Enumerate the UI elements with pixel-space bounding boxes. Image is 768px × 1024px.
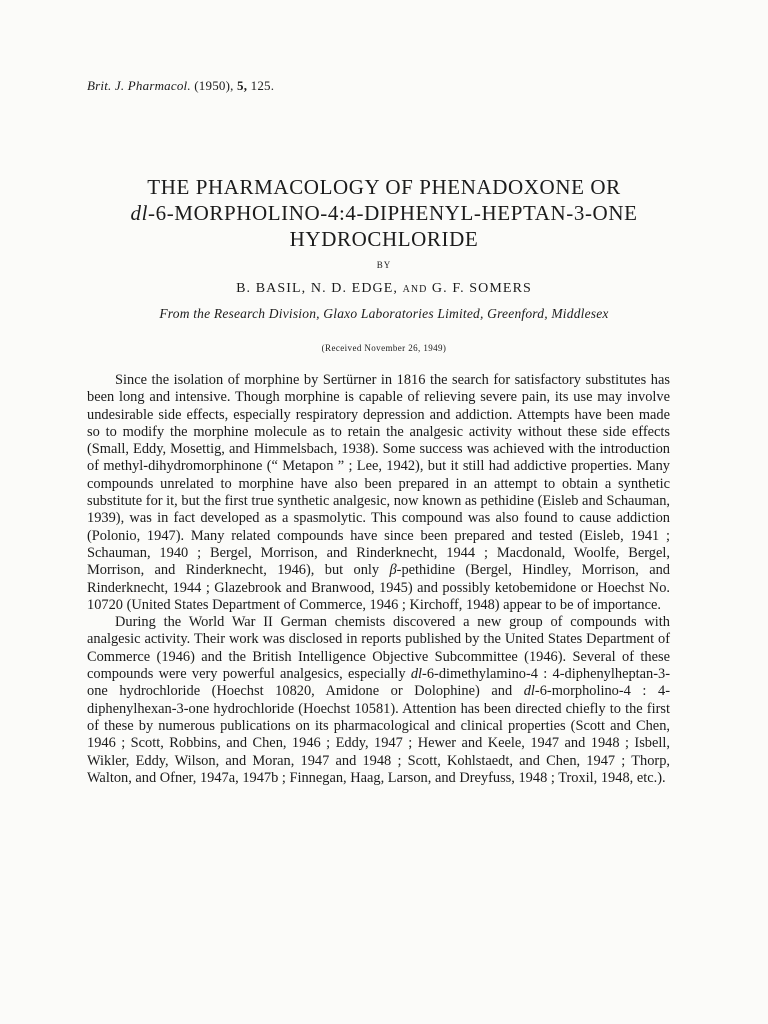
received-date: (Received November 26, 1949): [321, 343, 447, 353]
paragraph-2-dl-1: dl: [410, 666, 423, 683]
authors-part-2: G. F. SOMERS: [431, 281, 532, 296]
authors-part-1: B. BASIL, N. D. EDGE,: [236, 281, 399, 296]
paragraph-2-text-b: -6-dimethylamino-4 : 4-diphenylheptan-3-one hydrochloride (Hoechst 10820, Amidone or Dolophine) and: [87, 666, 671, 700]
title-line-1: THE PHARMACOLOGY OF PHENADOXONE OR: [147, 175, 621, 199]
journal-volume: 5,: [237, 78, 248, 93]
paragraph-1-beta: β: [389, 562, 397, 579]
paragraph-2-dl-2: dl: [523, 683, 535, 700]
paragraph-2-text-c: -6-morpholino-4 : 4-diphenylhexan-3-one hydrochloride (Hoechst 10581). Attention has been directed chiefly to the first of these by numerous publications on its pharmacological and clinical properties (Scott and Chen, 1946 ; Scott, Robbins, and Chen, 1946 ; Eddy, 1947 ; Hewer and Keele, 1947 and 1948 ; Isbell, Wikler, Eddy, Wilson, and Moran, 1947 and 1948 ; Scott, Kohlstaedt, and Chen, 1947 ; Thorp, Walton, and Ofner, 1947a, 1947b ; Finnegan, Haag, Larson, and Dreyfuss, 1948 ; Troxil, 1948, etc.).: [87, 683, 670, 786]
journal-name: Brit. J. Pharmacol.: [87, 78, 191, 93]
title-dl-prefix: dl: [130, 201, 149, 225]
title-line-3: HYDROCHLORIDE: [289, 227, 479, 251]
authors-and: AND: [402, 284, 428, 295]
authors: [0, 281, 768, 297]
journal-citation: [87, 78, 274, 94]
journal-page: 125.: [250, 78, 275, 93]
paragraph-2: [87, 614, 670, 787]
paragraph-1-text-a: Since the isolation of morphine by Sertürner in 1816 the search for satisfactory substitutes has been long and intensive. Though morphine is capable of relieving severe pain, its use may involve undesirable side effects, especially respiratory depression and addiction. Attempts have been made so to modify the morphine molecule as to retain the analgesic activity without these side effects (Small, Eddy, Mosettig, and Himmelsbach, 1938). Some success was achieved with the introduction of methyl-dihydromorphinone (“ Metapon ” ; Lee, 1942), but it still had addictive properties. Many compounds unrelated to morphine have also been prepared in an attempt to obtain a synthetic substitute for it, but the first true synthetic analgesic, now known as pethidine (Eisleb and Schauman, 1939), was in fact developed as a spasmolytic. This compound was also found to cause addiction (Polonio, 1947). Many related compounds have since been prepared and tested (Eisleb, 1941 ; Schauman, 1940 ; Bergel, Morrison, and Rinderknecht, 1944 ; Macdonald, Woolfe, Bergel, Morrison, and Rinderknecht, 1946), but only: [87, 372, 670, 579]
article-title: [40, 174, 728, 252]
affiliation: From the Research Division, Glaxo Laboratories Limited, Greenford, Middlesex: [159, 306, 609, 321]
paragraph-1-text-b: -pethidine (Bergel, Hindley, Morrison, and Rinderknecht, 1944 ; Glazebrook and Branwood, 1945) and possibly ketobemidone or Hoechst No. 10720 (United States Department of Commerce, 1946 ; Kirchoff, 1948) appear to be of importance.: [87, 562, 670, 613]
byline: BY: [376, 260, 392, 270]
title-line-2: [40, 200, 728, 226]
paragraph-2-text-a: During the World War II German chemists discovered a new group of compounds with analgesic activity. Their work was disclosed in reports published by the United States Department of Commerce (1946) and the British Intelligence Objective Subcommittee (1946). Several of these compounds were very powerful analgesics, especially: [87, 614, 670, 683]
paragraph-1: [87, 372, 670, 614]
article-body: [87, 372, 670, 787]
title-line-2-text: -6-MORPHOLINO-4:4-DIPHENYL-HEPTAN-3-ONE: [148, 201, 638, 225]
journal-year: (1950),: [194, 78, 234, 93]
